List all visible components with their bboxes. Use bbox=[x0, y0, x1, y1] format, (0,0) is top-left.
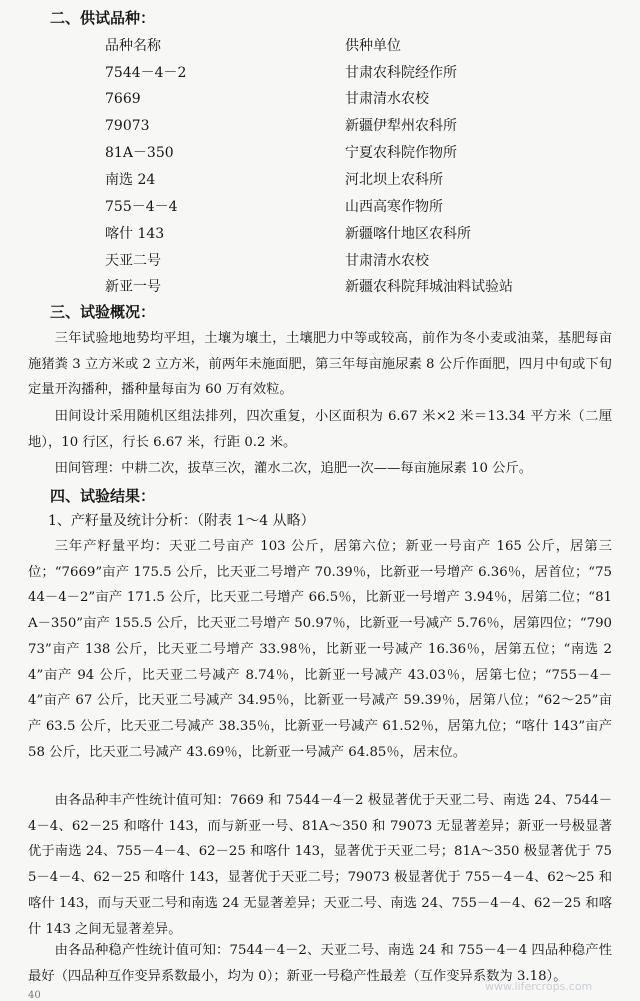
variety-name: 新亚一号 bbox=[105, 279, 161, 295]
variety-supplier: 甘肃清水农校 bbox=[345, 253, 429, 269]
variety-row bbox=[105, 61, 625, 85]
variety-row bbox=[105, 141, 625, 165]
variety-supplier: 宁夏农科院作物所 bbox=[345, 145, 457, 161]
variety-supplier: 新疆伊犁州农科所 bbox=[345, 118, 457, 134]
header-supplier: 供种单位 bbox=[345, 38, 401, 54]
variety-supplier: 甘肃清水农校 bbox=[345, 91, 429, 107]
variety-name: 81A－350 bbox=[105, 145, 174, 161]
paragraph-field-management: 田间管理：中耕二次，拔草三次，灌水二次，追肥一次——每亩施尿素 10 公斤。 bbox=[54, 461, 533, 476]
variety-name: 7669 bbox=[105, 91, 141, 107]
section-3-heading: 三、试验概况： bbox=[50, 303, 156, 321]
variety-name: 79073 bbox=[105, 118, 150, 134]
variety-name: 南选 24 bbox=[105, 172, 156, 188]
variety-row bbox=[105, 87, 625, 111]
paragraph-stable-yield-stats: 由各品种稳产性统计值可知：7544－4－2、天亚二号、南选 24 和 755－4－4 四品种稳产性最好（四品种互作变异系数最小，均为 0）；新亚一号稳产性最差（互作变异系数为 3.18）。 bbox=[28, 943, 612, 984]
variety-supplier: 新疆农科院拜城油料试验站 bbox=[345, 279, 513, 295]
section-4-heading: 四、试验结果： bbox=[50, 487, 156, 505]
variety-name: 天亚二号 bbox=[105, 253, 161, 269]
paragraph-field-design: 田间设计采用随机区组法排列，四次重复，小区面积为 6.67 米×2 米＝13.34 平方米（二厘地），10 行区，行长 6.67 米，行距 0.2 米。 bbox=[28, 409, 612, 450]
header-variety-name: 品种名称 bbox=[105, 38, 161, 54]
variety-row bbox=[105, 168, 625, 192]
page-number: 40 bbox=[28, 990, 41, 1001]
variety-name: 755－4－4 bbox=[105, 199, 178, 215]
variety-row bbox=[105, 114, 625, 138]
variety-supplier: 新疆喀什地区农科所 bbox=[345, 226, 471, 242]
variety-row bbox=[105, 275, 625, 299]
variety-row bbox=[105, 195, 625, 219]
paragraph-high-yield-stats: 由各品种丰产性统计值可知：7669 和 7544－4－2 极显著优于天亚二号、南选 24、7544－4－4、62－25 和喀什 143，而与新亚一号、81A～350 和 79073 无显著差异；新亚一号极显著优于南选 24、755－4－4、62－25 和喀什 143，显著优于天亚二号；81A～350 极显著优于 755－4－4、62－25 和喀什 143，显著优于天亚二号；79073 极显著优于 755－4－4、62～25 和喀什 143，而与天亚二号和南选 24 无显著差异；天亚二号、南选 24、755－4－4、62－25 和喀什 143 之间无显著差异。 bbox=[28, 793, 612, 937]
variety-supplier: 河北坝上农科所 bbox=[345, 172, 443, 188]
site-watermark: www.lifercrops.com bbox=[485, 980, 593, 993]
variety-name: 7544－4－2 bbox=[105, 65, 187, 81]
variety-supplier: 山西高寒作物所 bbox=[345, 199, 443, 215]
subheading-yield-analysis: 1、产籽量及统计分析：（附表 1～4 从略） bbox=[48, 513, 315, 529]
paragraph-site-conditions: 三年试验地地势均平坦，土壤为壤土，土壤肥力中等或较高，前作为冬小麦或油菜，基肥每亩施猪粪 3 立方米或 2 立方米，前两年未施面肥，第三年每亩施尿素 8 公斤作面肥，四月中旬或下旬定量开沟播种，播种量每亩为 60 万有效粒。 bbox=[28, 331, 612, 398]
variety-row bbox=[105, 249, 625, 273]
section-2-heading: 二、供试品种： bbox=[50, 9, 156, 27]
variety-name: 喀什 143 bbox=[105, 226, 165, 242]
paragraph-yield-ranking: 三年产籽量平均：天亚二号亩产 103 公斤，居第六位；新亚一号亩产 165 公斤，居第三位；“7669”亩产 175.5 公斤，比天亚二号增产 70.39％，比新亚一号增产 6.36％，居首位；“7544－4－2”亩产 171.5 公斤，比天亚二号增产 66.5％，比新亚一号增产 3.94％，居第二位；“81A－350”亩产 155.5 公斤，比天亚二号增产 50.97％，比新亚一号减产 5.76％，居第四位；“79073”亩产 138 公斤，比天亚二号增产 33.98％，比新亚一号减产 16.36％，居第五位；“南选 24”亩产 94 公斤，比天亚二号减产 8.74％，比新亚一号减产 43.03％，居第七位；“755－4－4”亩产 67 公斤，比天亚二号减产 34.95％，比新亚一号减产 59.39％，居第八位；“62～25”亩产 63.5 公斤，比天亚二号减产 38.35％，比新亚一号减产 61.52％，居第九位；“喀什 143”亩产 58 公斤，比天亚二号减产 43.69％，比新亚一号减产 64.85％，居末位。 bbox=[28, 539, 612, 760]
variety-row bbox=[105, 222, 625, 246]
variety-table-header bbox=[105, 34, 625, 58]
variety-supplier: 甘肃农科院经作所 bbox=[345, 65, 457, 81]
